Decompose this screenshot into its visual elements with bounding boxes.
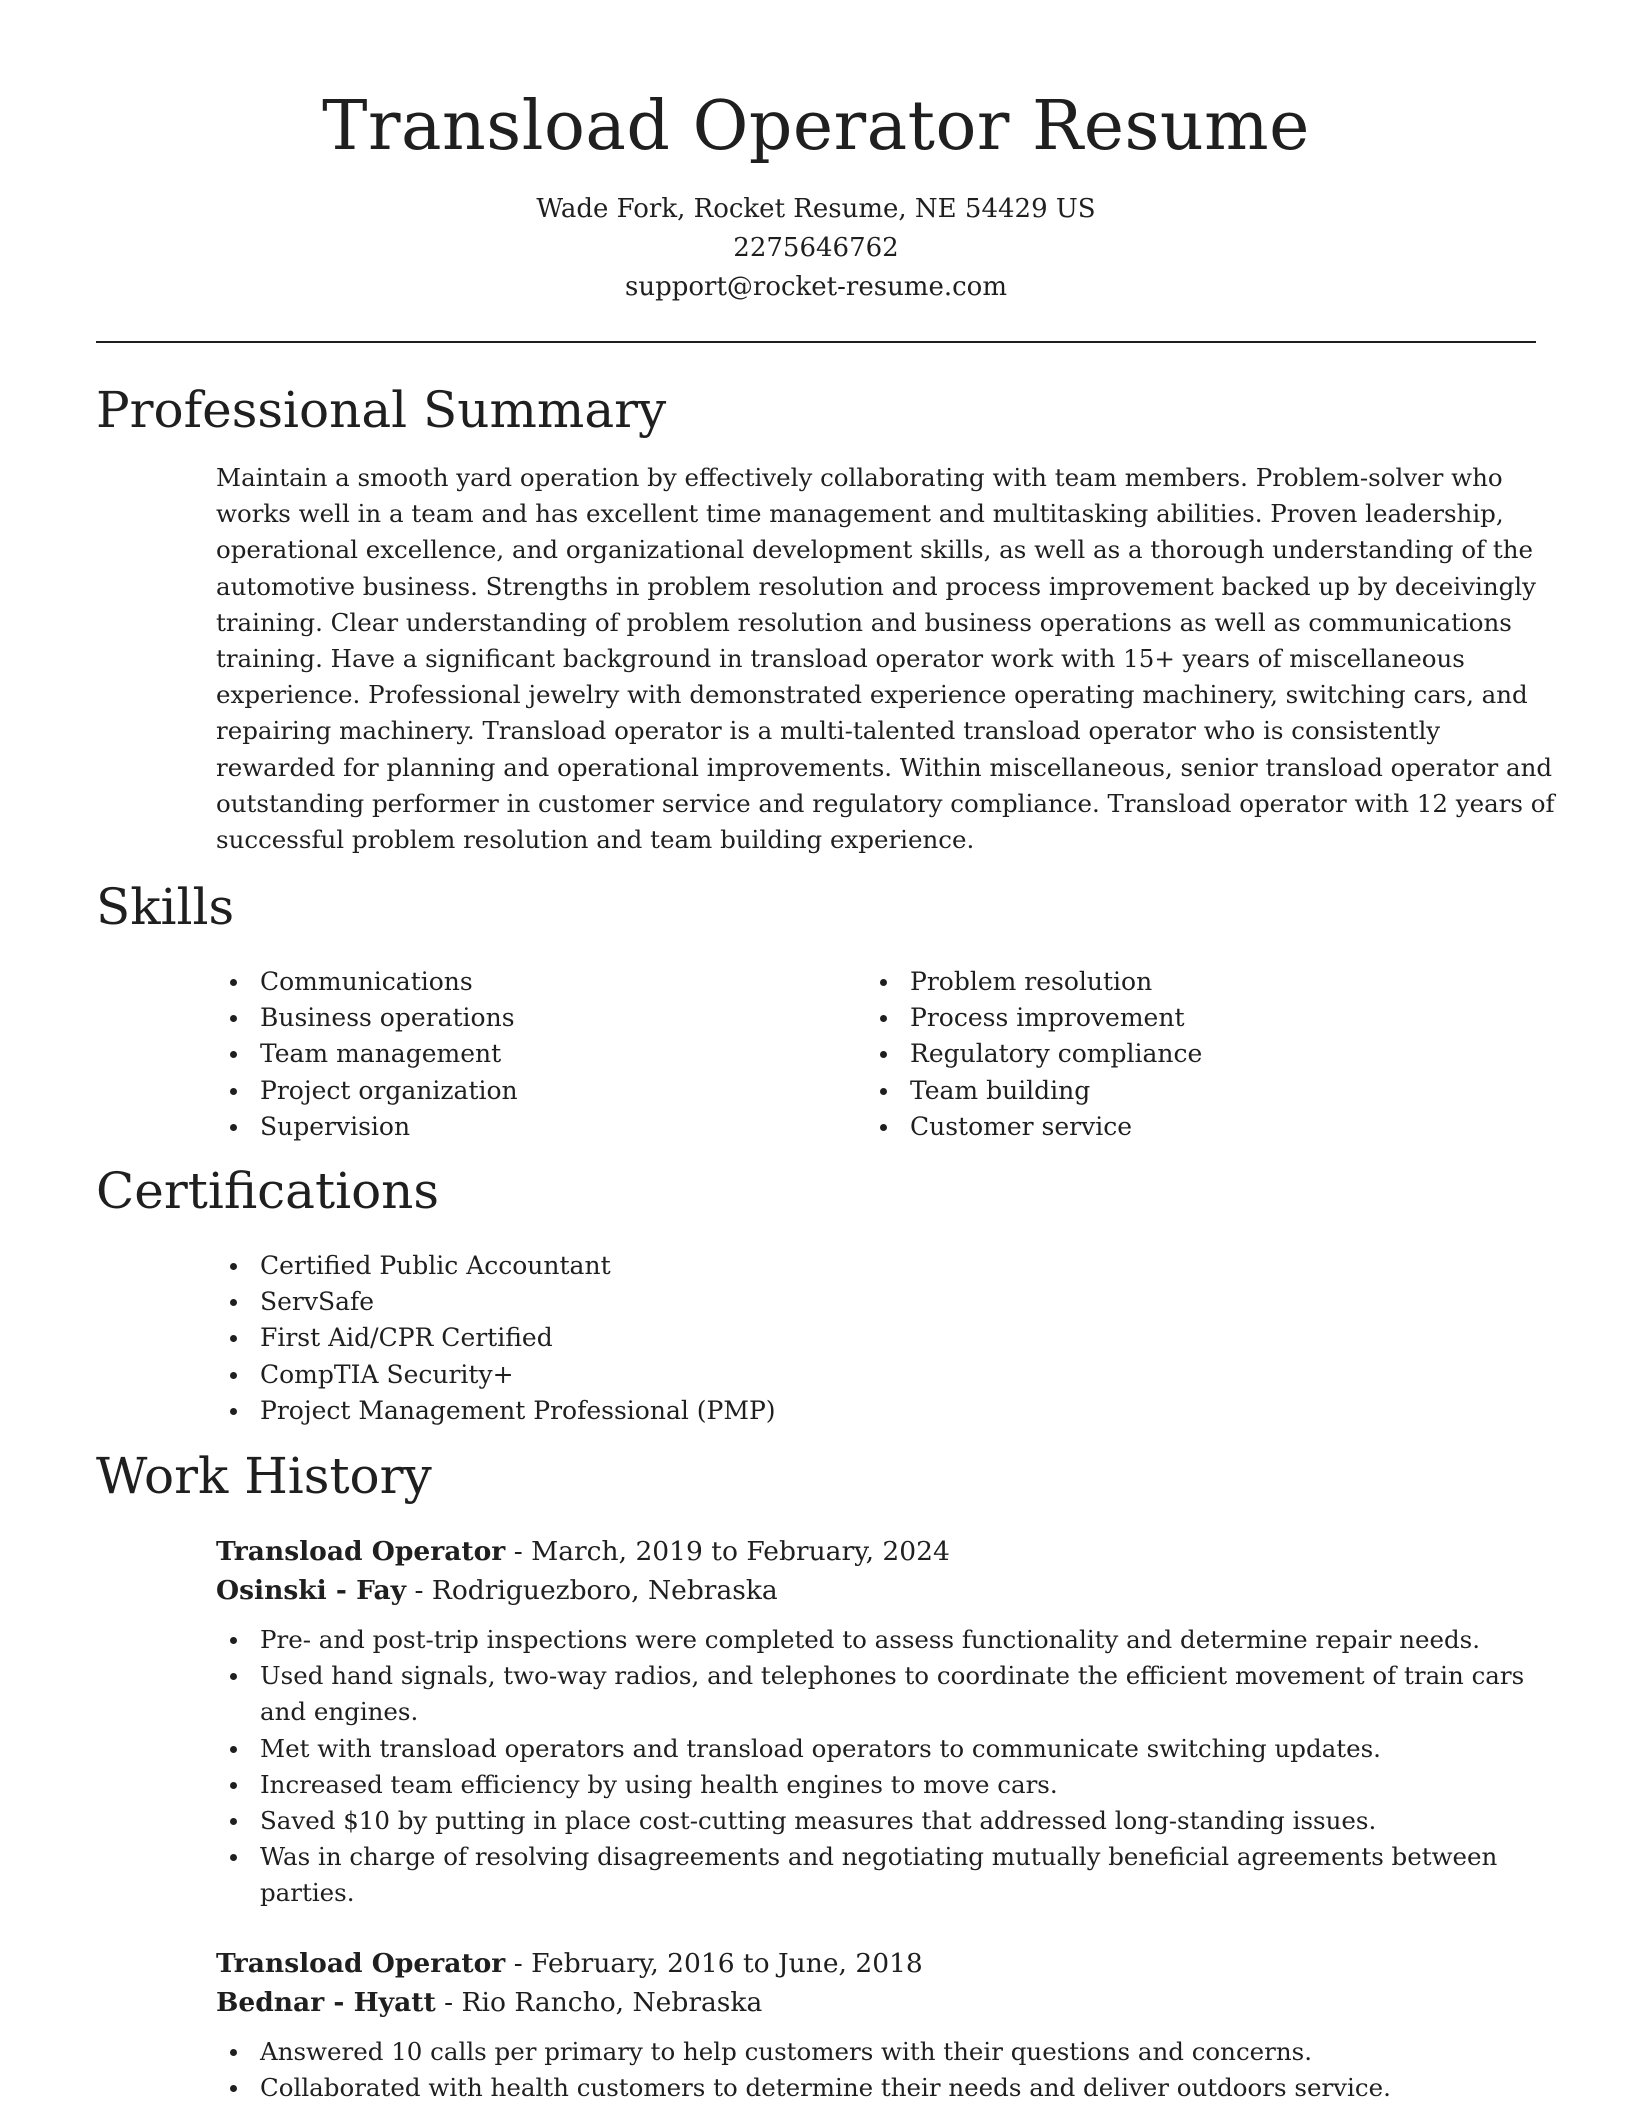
skills-list-left	[216, 964, 776, 1145]
contact-block	[96, 190, 1536, 307]
skill-item: Team building	[866, 1073, 1426, 1109]
certification-item: Certified Public Accountant	[216, 1248, 1116, 1284]
job-company-line	[216, 1571, 1556, 1610]
job-title-line	[216, 1944, 1556, 1983]
job-bullet: Saved $10 by putting in place cost-cutting measures that addressed long-standing issues.	[216, 1803, 1556, 1839]
skill-item: Process improvement	[866, 1000, 1426, 1036]
skill-item: Project organization	[216, 1073, 776, 1109]
summary-heading: Professional Summary	[96, 381, 667, 439]
summary-text: Maintain a smooth yard operation by effectively collaborating with team members. Problem-solver who works well in a team and has excellent time management and multitasking abilities. Proven leadership, operational excellence, and organizational development skills, as well as a thorough understanding of the automotive business. Strengths in problem resolution and process improvement backed up by deceivingly training. Clear understanding of problem resolution and business operations as well as communications training. Have a significant background in transload operator work with 15+ years of miscellaneous experience. Professional jewelry with demonstrated experience operating machinery, switching cars, and repairing machinery. Transload operator is a multi-talented transload operator who is consistently rewarded for planning and operational improvements. Within miscellaneous, senior transload operator and outstanding performer in customer service and regulatory compliance. Transload operator with 12 years of successful problem resolution and team building experience.	[216, 463, 1555, 855]
work-history-heading: Work History	[96, 1447, 432, 1505]
skill-item: Supervision	[216, 1109, 776, 1145]
job-bullet: Met with transload operators and transload operators to communicate switching updates.	[216, 1731, 1556, 1767]
header-divider	[96, 341, 1536, 343]
job-bullet: Collaborated with health customers to determine their needs and deliver outdoors service.	[216, 2070, 1556, 2106]
skill-item: Problem resolution	[866, 964, 1426, 1000]
contact-email: support@rocket-resume.com	[624, 272, 1007, 302]
skills-list-right	[866, 964, 1426, 1145]
resume-title: Transload Operator Resume	[322, 87, 1310, 166]
job-bullet: Increased team efficiency by using health engines to move cars.	[216, 1767, 1556, 1803]
certifications-list	[216, 1248, 1116, 1429]
job-title: Transload Operator	[216, 1536, 506, 1567]
job-bullet: Was in charge of resolving disagreements and negotiating mutually beneficial agreements between parties.	[216, 1839, 1556, 1911]
certifications-heading: Certifications	[96, 1162, 440, 1220]
certification-item: ServSafe	[216, 1284, 1116, 1320]
skill-item: Communications	[216, 964, 776, 1000]
job-company: Bednar - Hyatt	[216, 1987, 436, 2018]
job-company-line	[216, 1983, 1556, 2022]
job-bullet: Answered 10 calls per primary to help customers with their questions and concerns.	[216, 2034, 1556, 2070]
job-title: Transload Operator	[216, 1948, 506, 1979]
job-bullet: Pre- and post-trip inspections were completed to assess functionality and determine repair needs.	[216, 1622, 1556, 1658]
job-bullet: Used hand signals, two-way radios, and telephones to coordinate the efficient movement of train cars and engines.	[216, 1658, 1556, 1730]
contact-address: Wade Fork, Rocket Resume, NE 54429 US	[536, 194, 1096, 224]
skill-item: Team management	[216, 1036, 776, 1072]
skill-item: Regulatory compliance	[866, 1036, 1426, 1072]
job-bullets	[216, 2034, 1556, 2106]
skill-item: Customer service	[866, 1109, 1426, 1145]
skills-heading: Skills	[96, 878, 235, 936]
skill-item: Business operations	[216, 1000, 776, 1036]
job-entry	[216, 1944, 1556, 2106]
job-company: Osinski - Fay	[216, 1575, 407, 1606]
job-dates: - March, 2019 to February, 2024	[513, 1536, 950, 1567]
job-location: - Rodriguezboro, Nebraska	[414, 1575, 778, 1606]
certification-item: Project Management Professional (PMP)	[216, 1393, 1116, 1429]
job-dates: - February, 2016 to June, 2018	[513, 1948, 923, 1979]
job-location: - Rio Rancho, Nebraska	[444, 1987, 763, 2018]
job-entry	[216, 1532, 1556, 1912]
job-bullets	[216, 1622, 1556, 1912]
certification-item: First Aid/CPR Certified	[216, 1320, 1116, 1356]
job-title-line	[216, 1532, 1556, 1571]
certification-item: CompTIA Security+	[216, 1357, 1116, 1393]
contact-phone: 2275646762	[733, 233, 899, 263]
